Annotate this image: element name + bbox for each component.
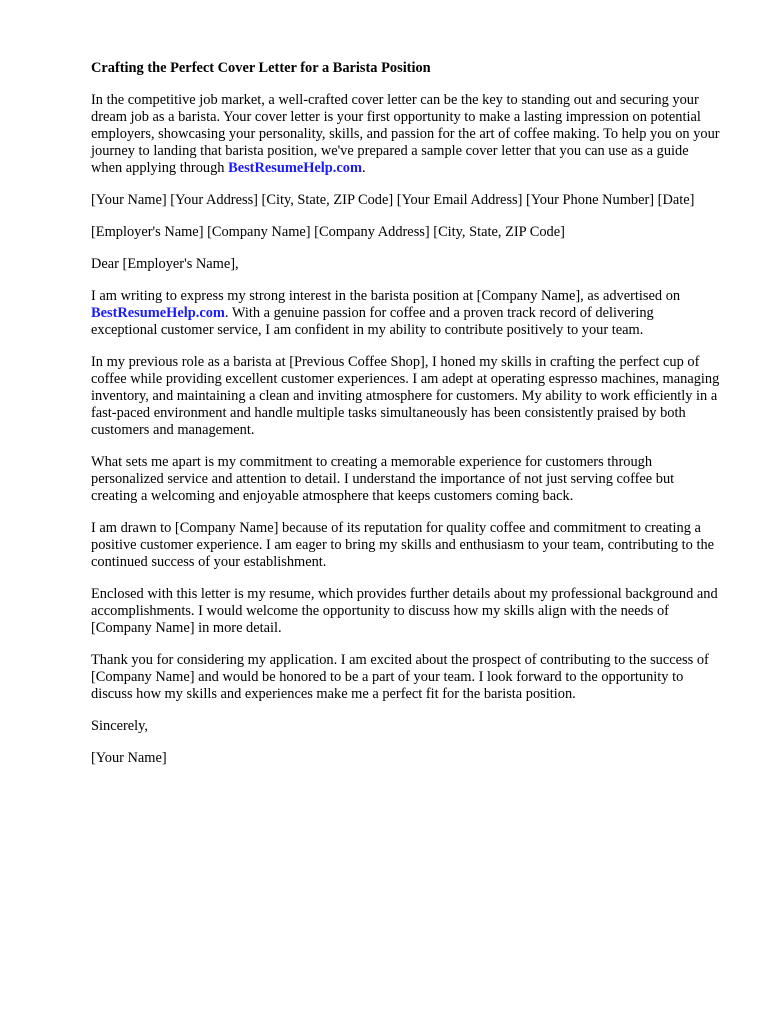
closing: Sincerely, [91,718,149,734]
signature: [Your Name] [91,750,167,766]
sender-block: [Your Name] [Your Address] [City, State, ZIP Code] [Your Email Address] [Your Phone Number] [Date] [91,192,695,208]
para1-before: I am writing to express my strong interest in the barista position at [Company Name], as advertised on [91,288,681,304]
body-paragraph-2: In my previous role as a barista at [Previous Coffee Shop], I honed my skills in crafting the perfect cup of coffee while providing excellent customer experiences. I am adept at operating espresso machines, managing inventory, and maintaining a clean and inviting atmosphere for customers. My ability to work efficiently in a fast-paced environment and handle multiple tasks simultaneously has been consistently praised by both customers and management. [91,354,720,438]
body-paragraph-3: What sets me apart is my commitment to creating a memorable experience for customers through personalized service and attention to detail. I understand the importance of not just serving coffee but creating a welcoming and enjoyable atmosphere that keeps customers coming back. [91,454,675,504]
document-title: Crafting the Perfect Cover Letter for a Barista Position [91,60,431,76]
body-paragraph-5: Enclosed with this letter is my resume, which provides further details about my professional background and accomplishments. I would welcome the opportunity to discuss how my skills align with the needs of [Company Name] in more detail. [91,586,718,636]
intro-paragraph [91,92,721,177]
body-paragraph-1 [91,288,721,339]
body-paragraph-4: I am drawn to [Company Name] because of its reputation for quality coffee and commitment to creating a positive customer experience. I am eager to bring my skills and enthusiasm to your team, contributing to the continued success of your establishment. [91,520,715,570]
body-paragraph-6: Thank you for considering my application. I am excited about the prospect of contributing to the success of [Company Name] and would be honored to be a part of your team. I look forward to the opportunity to discuss how my skills and experiences make me a perfect fit for the barista position. [91,652,709,702]
intro-text: In the competitive job market, a well-crafted cover letter can be the key to standing out and securing your dream job as a barista. Your cover letter is your first opportunity to make a lasting impression on potential employers, showcasing your personality, skills, and passion for the art of coffee making. To help you on your journey to landing that barista position, we've prepared a sample cover letter that you can use as a guide when applying through [91,92,720,176]
salutation: Dear [Employer's Name], [91,256,239,272]
document-page [91,60,721,782]
para1-link[interactable]: BestResumeHelp.com [91,305,225,321]
intro-link[interactable]: BestResumeHelp.com [228,160,362,176]
recipient-block: [Employer's Name] [Company Name] [Company Address] [City, State, ZIP Code] [91,224,565,240]
intro-after: . [361,160,366,176]
para1-after: . With a genuine passion for coffee and a proven track record of delivering exceptional customer service, I am confident in my ability to contribute positively to your team. [91,305,654,338]
